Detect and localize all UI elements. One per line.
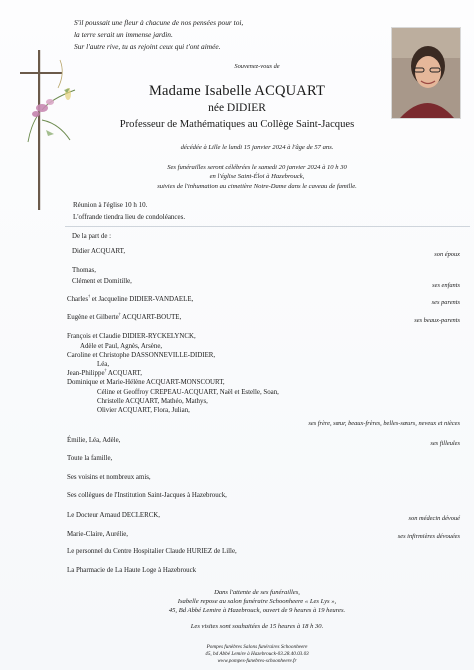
relation-parents: ses parents (431, 299, 460, 306)
sibling-line: Christelle ACQUART, Mathéo, Mathys, (97, 398, 208, 405)
sibling-line (67, 367, 142, 377)
divider (65, 226, 470, 227)
neighbors-friends: Ses voisins et nombreux amis, (67, 474, 151, 481)
relation-siblings: ses frère, sœur, beaux-frères, belles-sœurs, neveux et nièces (308, 420, 460, 427)
relation-doctor: son médecin dévoué (408, 515, 460, 522)
funeral-line: Ses funérailles seront célébrées le samedi 20 janvier 2024 à 10 h 30 (167, 164, 347, 171)
relation-godchildren: ses filleules (430, 440, 460, 447)
footer-line: Pompes funèbres Salons funéraires Schoonheere (206, 644, 308, 650)
pharmacy: La Pharmacie de La Haute Loge à Hazebrouck (67, 567, 197, 574)
sibling-name: Jean-Philippe (67, 370, 105, 377)
death-notice: décédée à Lille le lundi 15 janvier 2024 à l'âge de 57 ans. (180, 144, 334, 151)
souvenez-vous: Souvenez-vous de (234, 63, 280, 70)
sibling-line: Olivier ACQUART, Flora, Julian, (97, 407, 190, 414)
wake-line: Isabelle repose au salon funéraire Schoonheere « Les Lys », (177, 598, 337, 606)
deceased-name: Madame Isabelle ACQUART (148, 83, 326, 99)
in-laws-name: Eugène et Gilberte (67, 314, 119, 321)
family-child: Thomas, (72, 267, 96, 274)
sibling-line: Adèle et Paul, Agnès, Arsène, (80, 343, 163, 350)
deceased-mark: † (104, 367, 107, 373)
parents-name-rest: et Jacqueline DIDIER-VANDAELE, (90, 296, 194, 303)
poem-line: Sur l'autre rive, tu as rejoint ceux qui t'ont aimée. (74, 42, 221, 52)
sibling-line: Léa, (97, 361, 110, 368)
parents-name: Charles (67, 296, 89, 303)
footer-line: 45, bd Abbé Lemire à Hazebrouck-03.28.40.03.03 (205, 650, 309, 657)
relation-in-laws: ses beaux-parents (414, 317, 460, 324)
sibling-line: Céline et Geoffroy CREPEAU-ACQUART, Naël et Estelle, Soan, (97, 389, 279, 396)
reunion-line: L'offrande tiendra lieu de condoléances. (73, 212, 186, 221)
footer-line: www.pompes-funebres-schoonheere.fr (217, 657, 297, 664)
relation-husband: son époux (434, 251, 460, 258)
deceased-mark: † (118, 311, 121, 317)
family-all: Toute la famille, (67, 455, 113, 462)
sibling-name-rest: ACQUART, (106, 370, 142, 377)
family-child: Clément et Domitille, (72, 278, 132, 285)
poem-line: la terre serait un immense jardin. (74, 30, 173, 40)
hospital-staff: Le personnel du Centre Hospitalier Claude HURIEZ de Lille, (67, 548, 237, 555)
doctor: Le Docteur Arnaud DECLERCK, (67, 512, 161, 519)
family-godchildren: Émilie, Léa, Adèle, (67, 437, 121, 444)
sibling-line: Dominique et Marie-Hélène ACQUART-MONSCOURT, (67, 379, 225, 386)
sibling-line: François et Claudie DIDIER-RYCKELYNCK, (67, 333, 196, 340)
poem (74, 17, 243, 54)
relation-nurses: ses infirmières dévouées (397, 533, 460, 540)
family-husband: Didier ACQUART, (72, 248, 126, 255)
reunion-info (73, 200, 185, 223)
family-in-laws (67, 311, 182, 321)
funeral-line: suivies de l'inhumation au cimetière Notre-Dame dans le caveau de famille. (157, 182, 357, 190)
reunion-line: Réunion à l'église 10 h 10. (73, 201, 148, 209)
in-laws-name-rest: ACQUART-BOUTE, (120, 314, 182, 321)
wake-line: 45, Bd Abbé Lemire à Hazebrouck, ouvert de 9 heures à 19 heures. (168, 607, 346, 615)
profession: Professeur de Mathématiques au Collège Saint-Jacques (119, 119, 355, 130)
colleagues: Ses collègues de l'Institution Saint-Jacques à Hazebrouck, (67, 492, 227, 499)
funeral-line: en l'église Saint-Éloi à Hazebrouck, (209, 173, 305, 181)
deceased-mark: † (88, 293, 91, 299)
family-parents (67, 293, 194, 303)
funeral-home-footer (0, 644, 474, 664)
maiden-name: née DIDIER (208, 102, 266, 114)
sibling-line: Caroline et Christophe DASSONNEVILLE-DIDIER, (67, 352, 216, 359)
visits-info: Les visites sont souhaitées de 15 heures à 18 h 30. (190, 623, 324, 630)
poem-line: S'il poussait une fleur à chacune de nos pensées pour toi, (74, 18, 244, 27)
nurses: Marie-Claire, Aurélie, (67, 531, 129, 538)
de-la-part-label: De la part de : (72, 233, 112, 240)
wake-info (0, 588, 474, 616)
wake-line: Dans l'attente de ses funérailles, (214, 589, 300, 596)
funeral-info (0, 163, 474, 191)
relation-children: ses enfants (432, 282, 460, 289)
